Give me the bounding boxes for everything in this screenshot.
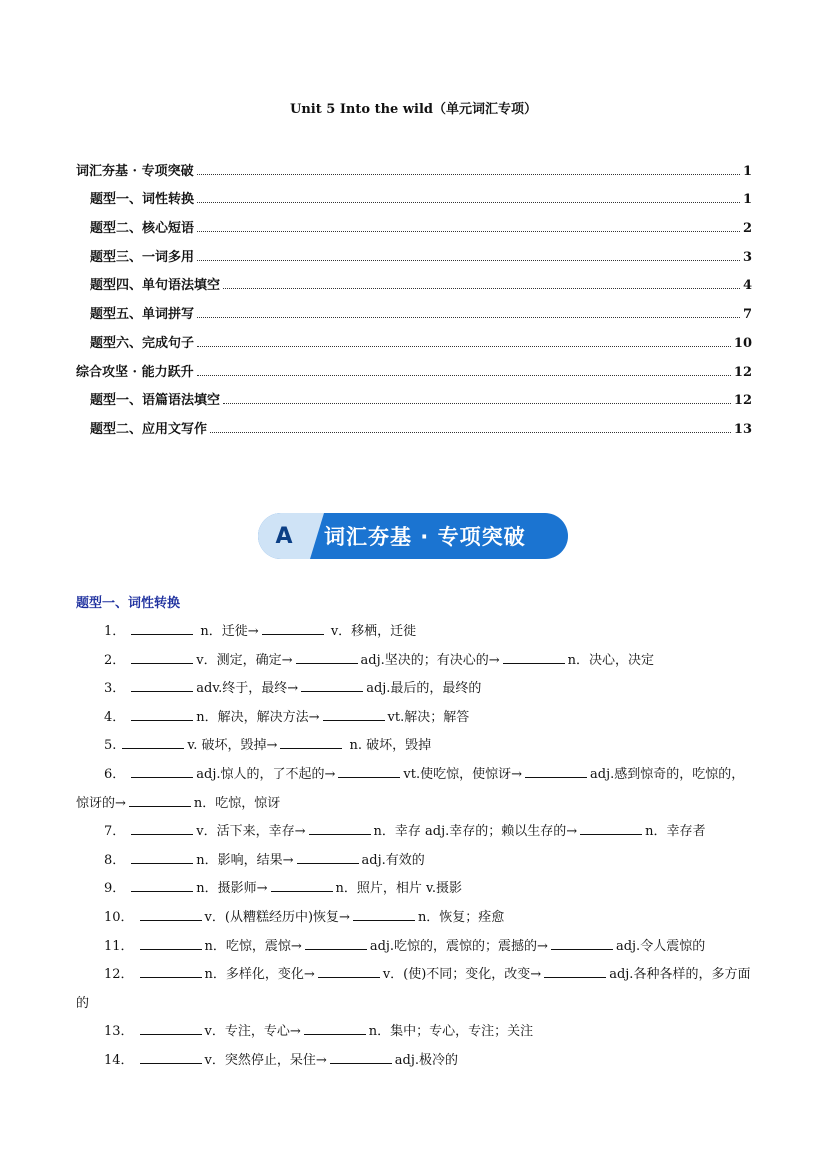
toc-page-number: 7 (742, 307, 752, 323)
exercise-text: n．幸存者 (645, 824, 706, 840)
answer-blank[interactable] (131, 879, 193, 892)
toc-page-number: 2 (742, 221, 752, 237)
exercise-item (76, 675, 756, 704)
exercise-number: 11． (104, 938, 134, 954)
answer-blank[interactable] (297, 851, 359, 864)
answer-blank[interactable] (304, 1022, 366, 1035)
answer-blank[interactable] (580, 822, 642, 835)
exercise-text: adv.终于，最终→ (196, 681, 299, 697)
toc-entry-label: 题型四、单句语法填空 (90, 278, 221, 294)
toc-leader-dots (210, 432, 731, 433)
exercise-text: adj.感到惊奇的，吃惊的，惊讶的→ (76, 766, 745, 811)
exercise-number: 4． (104, 709, 126, 725)
exercise-number: 6． (104, 766, 126, 782)
toc-leader-dots (197, 231, 740, 232)
toc-leader-dots (223, 403, 731, 404)
exercise-item (76, 847, 756, 876)
exercise-item (76, 818, 756, 847)
exercise-number: 1． (104, 624, 126, 639)
exercise-item (76, 1047, 756, 1076)
toc-page-number: 13 (733, 421, 752, 437)
exercise-text: adj.惊人的，了不起的→ (196, 766, 336, 782)
exercise-text: adj.最后的，最终的 (366, 681, 482, 697)
exercise-number: 10． (104, 909, 134, 925)
toc-leader-dots (197, 260, 740, 261)
answer-blank[interactable] (305, 937, 367, 950)
exercise-number: 7． (104, 824, 126, 840)
answer-blank[interactable] (131, 622, 193, 635)
answer-blank[interactable] (503, 651, 565, 664)
answer-blank[interactable] (140, 965, 202, 978)
answer-blank[interactable] (122, 736, 184, 749)
exercise-number: 2． (104, 652, 126, 668)
toc-page-number: 12 (733, 393, 752, 409)
exercise-text: n．迁徙→ (196, 624, 259, 639)
toc-entry[interactable] (76, 179, 752, 208)
answer-blank[interactable] (140, 1022, 202, 1035)
exercise-text: v．活下来，幸存→ (196, 824, 306, 840)
exercise-text: n．解决，解决方法→ (196, 709, 320, 725)
exercise-text: vt.解决；解答 (387, 709, 470, 725)
exercise-text: v．移栖，迁徙 (326, 624, 417, 639)
answer-blank[interactable] (296, 651, 358, 664)
answer-blank[interactable] (140, 908, 202, 921)
exercise-text: adj.令人震惊的 (615, 938, 706, 954)
exercise-item (76, 618, 756, 647)
toc-leader-dots (223, 288, 740, 289)
toc-entry-label: 题型一、语篇语法填空 (90, 393, 221, 409)
toc-page-number: 12 (733, 364, 752, 380)
section-heading: 题型一、词性转换 (76, 596, 181, 611)
toc-entry[interactable] (76, 351, 752, 380)
toc-entry[interactable] (76, 265, 752, 294)
exercise-text: n．多样化，变化→ (204, 967, 315, 983)
answer-blank[interactable] (129, 794, 191, 807)
exercise-text: n．幸存 adj.幸存的；赖以生存的→ (373, 824, 578, 840)
answer-blank[interactable] (280, 736, 342, 749)
exercise-item (76, 904, 756, 933)
answer-blank[interactable] (309, 822, 371, 835)
toc-entry-label: 题型二、应用文写作 (90, 421, 208, 437)
answer-blank[interactable] (131, 708, 193, 721)
exercise-item (76, 647, 756, 676)
exercise-text: adj.有效的 (361, 852, 425, 868)
exercise-text: adj.坚决的；有决心的→ (360, 652, 500, 668)
banner-divider (310, 513, 324, 559)
exercise-number: 3． (104, 681, 126, 697)
answer-blank[interactable] (131, 651, 193, 664)
exercise-text: n．照片，相片 v.摄影 (335, 881, 462, 897)
answer-blank[interactable] (323, 708, 385, 721)
exercise-text: v．测定，确定→ (196, 652, 293, 668)
answer-blank[interactable] (318, 965, 380, 978)
answer-blank[interactable] (140, 937, 202, 950)
answer-blank[interactable] (525, 765, 587, 778)
toc-entry[interactable] (76, 322, 752, 351)
answer-blank[interactable] (271, 879, 333, 892)
exercise-text: n．吃惊，震惊→ (204, 938, 302, 954)
toc-entry-label: 题型六、完成句子 (90, 335, 195, 351)
exercise-number: 9． (104, 881, 126, 897)
exercise-number: 12． (104, 967, 134, 983)
exercise-number: 5. (104, 738, 117, 754)
toc-entry[interactable] (76, 207, 752, 236)
exercise-text: n．吃惊，惊讶 (193, 795, 281, 811)
toc-leader-dots (197, 346, 731, 347)
exercise-item (76, 761, 756, 818)
exercise-text: n. 破坏，毁掉 (345, 738, 432, 754)
exercise-number: 13． (104, 1024, 134, 1040)
toc-page-number: 10 (733, 335, 752, 351)
answer-blank[interactable] (353, 908, 415, 921)
exercise-text: n．集中；专心，专注；关注 (368, 1024, 534, 1040)
answer-blank[interactable] (338, 765, 400, 778)
exercise-text: v．专注，专心→ (204, 1024, 301, 1040)
exercise-text: v．(使)不同；变化，改变→ (382, 967, 542, 983)
answer-blank[interactable] (551, 937, 613, 950)
exercise-item (76, 1018, 756, 1047)
answer-blank[interactable] (301, 679, 363, 692)
toc-entry-label: 题型二、核心短语 (90, 221, 195, 237)
exercise-item (76, 961, 756, 1018)
answer-blank[interactable] (140, 1051, 202, 1064)
toc-entry-label: 综合攻坚 · 能力跃升 (76, 364, 194, 380)
section-banner (258, 513, 568, 559)
exercise-number: 14． (104, 1052, 134, 1068)
toc-leader-dots (197, 317, 740, 318)
answer-blank[interactable] (131, 765, 193, 778)
exercise-text: n．摄影师→ (196, 881, 268, 897)
toc-page-number: 1 (742, 163, 752, 179)
exercise-text: adj.极冷的 (394, 1052, 459, 1068)
exercise-item (76, 933, 756, 962)
exercise-text: adj.吃惊的，震惊的；震撼的→ (369, 938, 548, 954)
toc-entry[interactable] (76, 236, 752, 265)
exercise-text: adj.各种各样的，多方面的 (76, 967, 751, 1011)
answer-blank[interactable] (544, 965, 606, 978)
exercise-text: n．影响，结果→ (196, 852, 294, 868)
document-title: Unit 5 Into the wild（单元词汇专项） (290, 102, 537, 117)
answer-blank[interactable] (131, 679, 193, 692)
exercise-text: n．恢复；痊愈 (417, 909, 505, 925)
toc-leader-dots (197, 202, 740, 203)
banner-title: 词汇夯基 · 专项突破 (324, 525, 526, 549)
table-of-contents (76, 150, 752, 437)
answer-blank[interactable] (131, 822, 193, 835)
exercise-text: vt.使吃惊，使惊讶→ (403, 766, 523, 782)
banner-letter: A (258, 513, 310, 559)
toc-page-number: 3 (742, 249, 752, 265)
answer-blank[interactable] (330, 1051, 392, 1064)
toc-page-number: 1 (742, 192, 752, 208)
exercise-text: v．(从糟糕经历中)恢复→ (204, 909, 350, 925)
toc-leader-dots (197, 174, 740, 175)
answer-blank[interactable] (262, 622, 324, 635)
toc-page-number: 4 (742, 278, 752, 294)
exercise-item (76, 704, 756, 733)
answer-blank[interactable] (131, 851, 193, 864)
exercise-text: v．突然停止，呆住→ (204, 1052, 327, 1068)
toc-entry[interactable] (76, 380, 752, 409)
exercise-list (76, 618, 756, 1076)
toc-entry-label: 题型三、一词多用 (90, 249, 195, 265)
toc-entry-label: 题型五、单词拼写 (90, 307, 195, 323)
toc-leader-dots (197, 375, 731, 376)
toc-entry[interactable] (76, 408, 752, 437)
toc-entry[interactable] (76, 150, 752, 179)
exercise-number: 8． (104, 852, 126, 868)
exercise-item (76, 875, 756, 904)
toc-entry-label: 题型一、词性转换 (90, 192, 195, 208)
toc-entry-label: 词汇夯基 · 专项突破 (76, 163, 194, 179)
exercise-text: n．决心，决定 (567, 652, 655, 668)
exercise-item (76, 732, 756, 761)
toc-entry[interactable] (76, 293, 752, 322)
exercise-text: v. 破坏，毁掉→ (187, 738, 278, 754)
